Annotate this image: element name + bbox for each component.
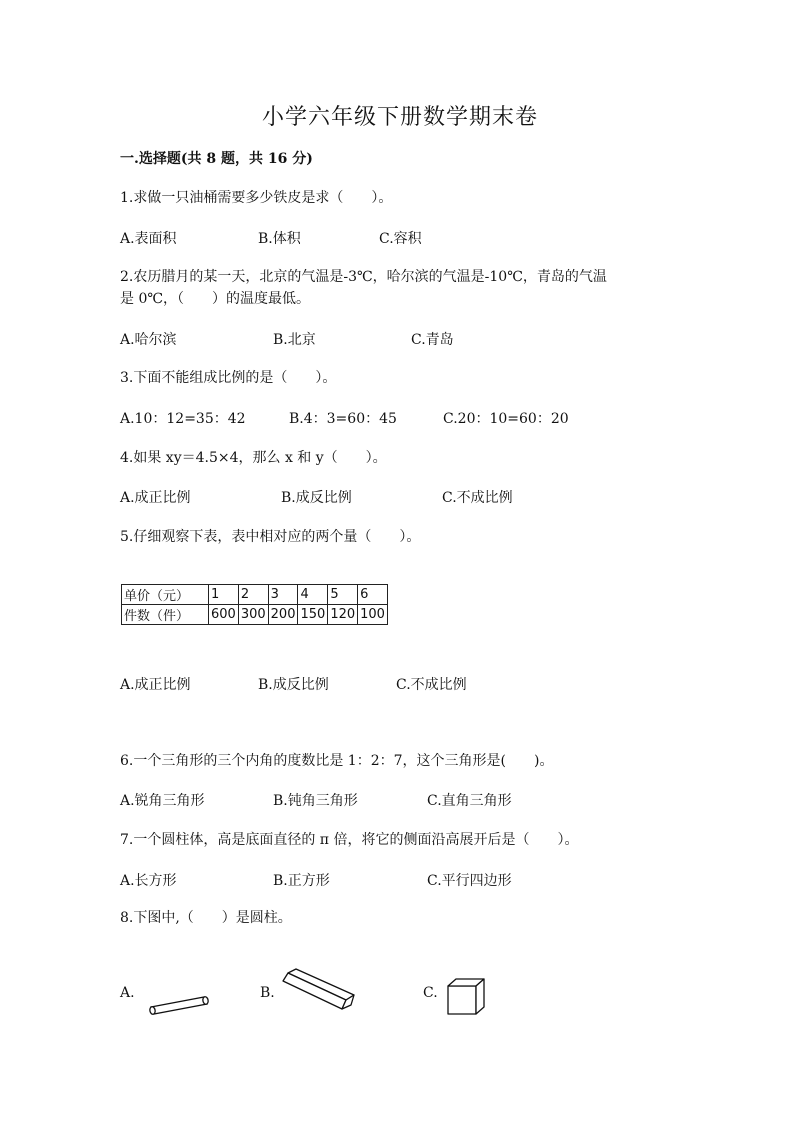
table-cell: 100	[358, 605, 388, 625]
section-heading: 一.选择题(共 8 题，共 16 分)	[120, 151, 313, 167]
q6-option-a: A.锐角三角形	[120, 793, 205, 809]
q1-option-a: A.表面积	[120, 231, 177, 247]
question-5-stem: 5.仔细观察下表，表中相对应的两个量（ ）。	[120, 529, 421, 545]
page-title: 小学六年级下册数学期末卷	[261, 105, 538, 130]
question-8-stem: 8.下图中,（ ）是圆柱。	[120, 910, 292, 926]
q4-option-a: A.成正比例	[120, 490, 191, 506]
q5-option-b: B.成反比例	[258, 677, 329, 693]
q8-option-c: C.	[423, 985, 438, 1001]
q7-option-b: B.正方形	[273, 873, 330, 889]
q2-option-c: C.青岛	[411, 332, 454, 348]
table-cell: 600	[209, 605, 239, 625]
question-2-stem-line2: 是 0℃，（ ）的温度最低。	[120, 291, 311, 307]
q7-option-c: C.平行四边形	[427, 873, 512, 889]
table-cell: 1	[209, 585, 239, 605]
q1-option-c: C.容积	[379, 231, 422, 247]
question-6-stem: 6.一个三角形的三个内角的度数比是 1：2：7，这个三角形是( )。	[120, 753, 554, 769]
q4-option-c: C.不成比例	[442, 490, 513, 506]
q3-option-b: B.4：3=60：45	[289, 411, 397, 427]
q5-option-a: A.成正比例	[120, 677, 191, 693]
q2-option-a: A.哈尔滨	[120, 332, 177, 348]
q7-option-a: A.长方形	[120, 873, 177, 889]
q2-option-b: B.北京	[273, 332, 316, 348]
question-1-stem: 1.求做一只油桶需要多少铁皮是求（ ）。	[120, 190, 393, 206]
q8-option-a: A.	[120, 985, 135, 1001]
price-quantity-table	[121, 584, 388, 625]
q6-option-c: C.直角三角形	[427, 793, 512, 809]
question-3-stem: 3.下面不能组成比例的是（ ）。	[120, 370, 337, 386]
table-cell: 300	[238, 605, 268, 625]
q3-option-c: C.20：10=60：20	[443, 411, 569, 427]
q8-option-b: B.	[260, 985, 275, 1001]
table-cell: 120	[328, 605, 358, 625]
table-cell: 6	[358, 585, 388, 605]
table-cell: 3	[268, 585, 298, 605]
question-7-stem: 7.一个圆柱体，高是底面直径的 π 倍，将它的侧面沿高展开后是（ ）。	[120, 832, 579, 848]
q5-option-c: C.不成比例	[396, 677, 467, 693]
table-cell: 2	[238, 585, 268, 605]
q3-option-a: A.10：12=35：42	[120, 411, 246, 427]
prism-icon	[278, 965, 360, 1015]
question-2-stem-line1: 2.农历腊月的某一天，北京的气温是-3℃，哈尔滨的气温是-10℃，青岛的气温	[120, 269, 607, 285]
table-row	[122, 585, 388, 605]
cube-icon	[445, 976, 489, 1018]
table-cell: 150	[298, 605, 328, 625]
q1-option-b: B.体积	[258, 231, 301, 247]
cylinder-icon	[143, 990, 213, 1020]
table-cell: 4	[298, 585, 328, 605]
q4-option-b: B.成反比例	[281, 490, 352, 506]
question-4-stem: 4.如果 xy＝4.5×4，那么 x 和 y（ ）。	[120, 450, 387, 466]
table-cell: 5	[328, 585, 358, 605]
table-row-label: 件数（件）	[122, 605, 209, 625]
q6-option-b: B.钝角三角形	[273, 793, 358, 809]
table-row	[122, 605, 388, 625]
table-cell: 200	[268, 605, 298, 625]
table-row-label: 单价（元）	[122, 585, 209, 605]
